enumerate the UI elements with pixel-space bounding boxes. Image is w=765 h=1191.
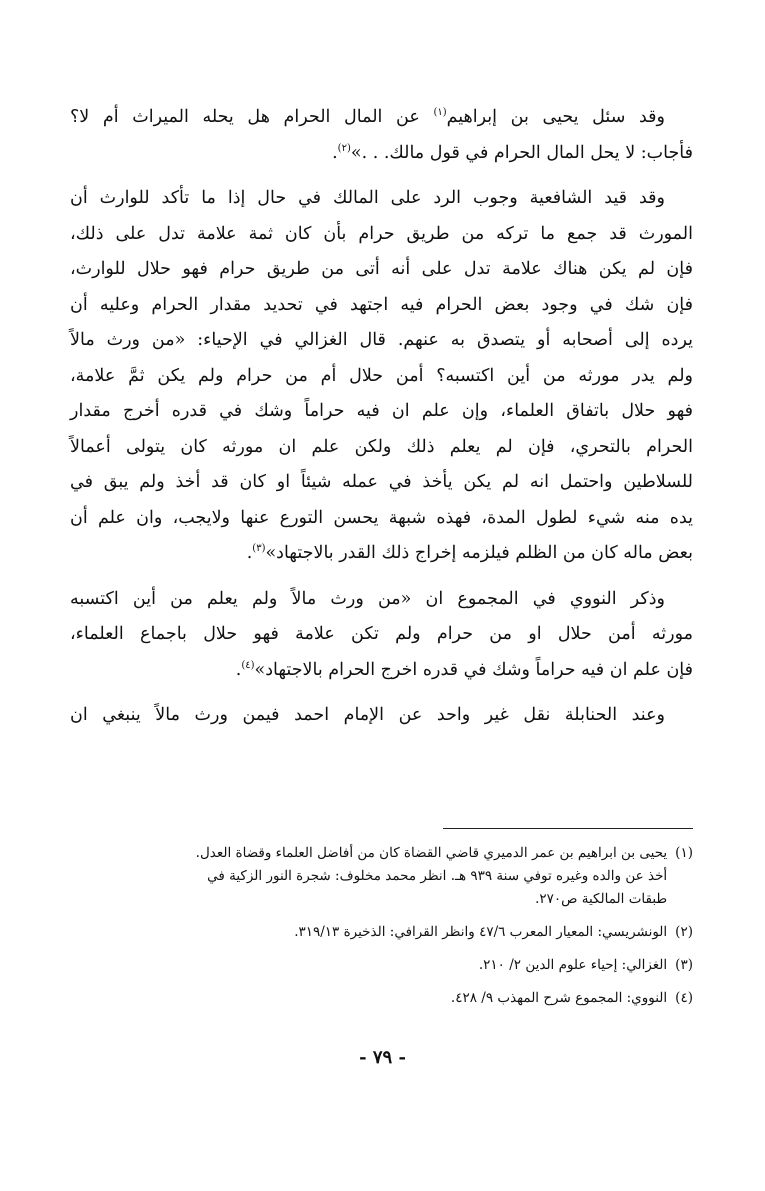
footnote-4 (70, 987, 693, 1010)
footnote-1 (70, 842, 693, 911)
text-line (70, 536, 693, 572)
paragraph-3 (70, 582, 693, 689)
footnote-ref-3[interactable]: (٣) (252, 543, 266, 555)
text-run: فأجاب: لا يحل المال الحرام في قول مالك. . .» (350, 142, 693, 163)
footnote-2 (70, 921, 693, 944)
text-line: مورثه أمن حلال او من حرام ولم تكن علامة فهو حلال باجماع العلماء، (70, 624, 693, 644)
footnote-ref-1[interactable]: (١) (433, 107, 447, 119)
text-line: وذكر النووي في المجموع ان «من ورث مالاً ولم يعلم من أين اكتسبه (70, 588, 665, 609)
text-line: يده منه شيء لطول المدة، فهذه شبهة يحسن التورع عنها ولايجب، وان علم أن (70, 507, 693, 528)
text-line: للسلاطين واحتمل انه لم يكن يأخذ في عمله شيئاً او كان قد أخذ ولم يبق في (70, 472, 693, 492)
footnote-text (70, 954, 667, 977)
footnote-number: (٤) (675, 990, 693, 1006)
paragraph-4 (70, 698, 693, 734)
paragraph-1 (70, 100, 693, 171)
text-line (70, 136, 693, 172)
text-line: المورث قد جمع ما تركه من طريق حرام بأن كان ثمة علامة تدل على ذلك، (70, 223, 693, 244)
text-line: ولم يدر مورثه من أين اكتسبه؟ أمن حلال أم من حرام ولم يكن ثمَّ علامة، (70, 365, 693, 386)
text-run: وقد سئل يحيى بن إبراهيم (446, 107, 665, 127)
text-line: يرده إلى أصحابه أو يتصدق به عنهم. قال الغزالي في الإحياء: «من ورث مالاً (70, 330, 693, 350)
footnote-line: الغزالي: إحياء علوم الدين ٢/ ٢١٠. (478, 957, 668, 973)
text-line (70, 100, 693, 136)
footnote-text (70, 987, 667, 1010)
footnote-line: الونشريسي: المعيار المعرب ٤٧/٦ وانظر القرافي: الذخيرة ٣١٩/١٣. (294, 924, 668, 940)
text-line (70, 653, 693, 689)
text-run: بعض ماله كان من الظلم فيلزمه إخراج ذلك القدر بالاجتهاد» (265, 543, 693, 563)
text-run: فإن علم ان فيه حراماً وشك في قدره اخرج الحرام بالاجتهاد» (254, 659, 693, 680)
footnote-number: (٢) (675, 924, 693, 940)
text-line: فإن شك في وجود بعض الحرام فيه اجتهد في تحديد مقدار الحرام وعليه أن (70, 294, 693, 315)
paragraph-2 (70, 181, 693, 572)
text-line: وقد قيد الشافعية وجوب الرد على المالك في حال إذا ما تأكد للوارث أن (70, 188, 665, 208)
footnote-line: النووي: المجموع شرح المهذب ٩/ ٤٢٨. (450, 990, 668, 1006)
footnote-number: (١) (675, 845, 693, 861)
footnote-3 (70, 954, 693, 977)
footnote-text (70, 921, 667, 944)
page-number: - ٧٩ - (359, 1047, 406, 1068)
text-line: فهو حلال باتفاق العلماء، وإن علم ان فيه حراماً وشك في قدره أخرج مقدار (70, 401, 693, 421)
text-run: . (235, 659, 242, 680)
main-text (70, 100, 693, 734)
footnote-number: (٣) (675, 957, 693, 973)
footnote-line: أخذ عن والده وغيره توفي سنة ٩٣٩ هـ. انظر محمد مخلوف: شجرة النور الزكية في (207, 868, 668, 884)
text-run: عن المال الحرام هل يحله الميراث أم لا؟ (70, 107, 434, 127)
text-run: . (246, 543, 253, 563)
text-run: . (332, 142, 338, 163)
text-line: وعند الحنابلة نقل غير واحد عن الإمام احمد فيمن ورث مالاً ينبغي ان (70, 705, 665, 725)
footnote-line: طبقات المالكية ص٢٧٠. (535, 891, 668, 907)
footnote-divider (443, 828, 693, 829)
footnote-ref-4[interactable]: (٤) (241, 659, 255, 671)
footnotes (70, 842, 693, 1020)
text-line: الحرام بالتحري، فإن لم يعلم ذلك ولكن علم ان مورثه كان يتولى أعمالاً (70, 436, 693, 457)
text-line: فإن لم يكن هناك علامة تدل على أنه أتى من طريق حرام فهو حلال للوارث، (70, 259, 693, 279)
footnote-text (70, 842, 667, 911)
footnote-line: يحيى بن ابراهيم بن عمر الدميري قاضي القضاة كان من أفاضل العلماء وقضاة العدل. (195, 845, 668, 861)
footnote-ref-2[interactable]: (٢) (337, 142, 351, 154)
